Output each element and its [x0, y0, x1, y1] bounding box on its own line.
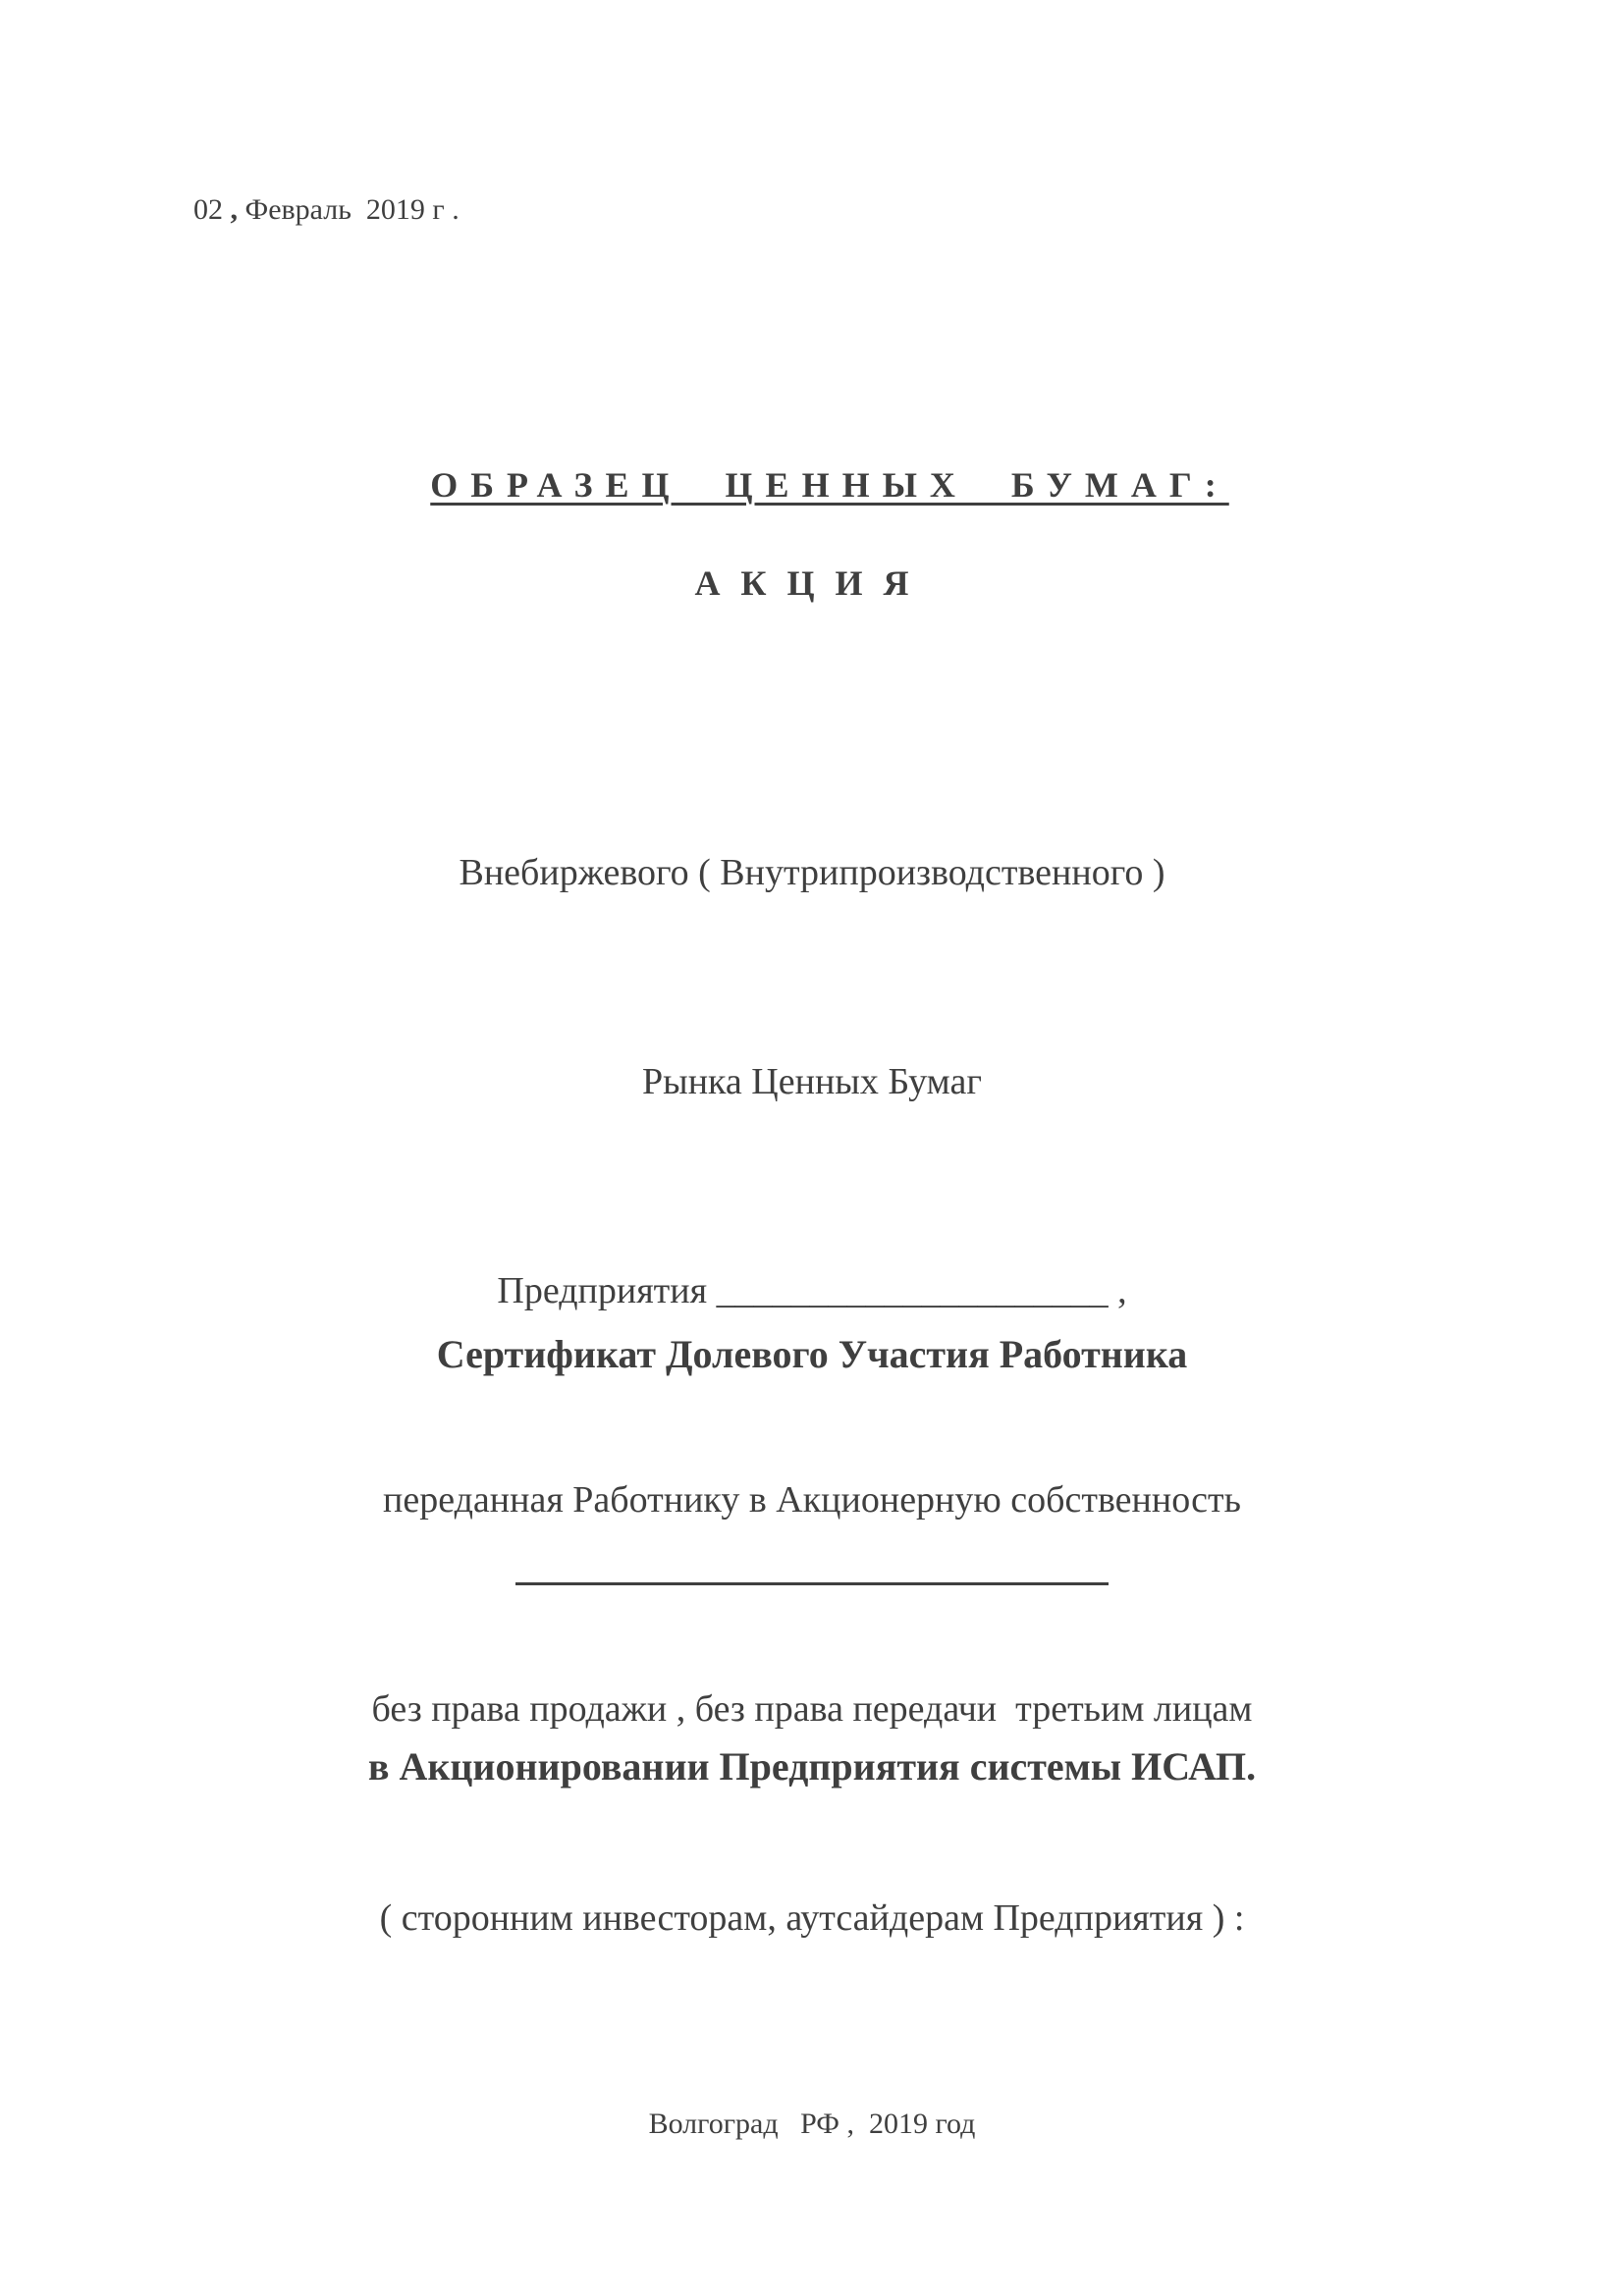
certificate-block: [0, 1183, 1624, 1939]
body-line: без права продажи , без права передачи третьим лицам: [371, 1688, 1253, 1730]
certificate-title: Сертификат Долевого Участия Работника: [436, 1332, 1188, 1376]
date-day: 02: [193, 193, 223, 226]
document-subheading: АКЦИЯ: [694, 563, 930, 603]
certificate-blank: [0, 1526, 1624, 1595]
body-line: Рынка Ценных Бумаг: [642, 1061, 982, 1102]
body-line: Предприятия _____________________ ,: [497, 1270, 1127, 1311]
document-heading: [0, 420, 1624, 550]
heading-text: ОБРАЗЕЦ ЦЕННЫХ БУМАГ:: [430, 465, 1229, 505]
document-footer: Волгоград РФ , 2019 год: [648, 2108, 976, 2140]
body-line: ( сторонним инвесторам, аутсайдерам Предприятия ) :: [379, 1897, 1245, 1939]
certificate-fill-line: [515, 1582, 1109, 1585]
date-month-year: Февраль 2019 г .: [244, 193, 460, 226]
date-comma: ,: [230, 193, 238, 226]
body-line: Внебиржевого ( Внутрипроизводственного ): [459, 852, 1165, 893]
body-line: переданная Работнику в Акционерную собственность: [383, 1479, 1241, 1521]
document-date: [193, 192, 460, 228]
certificate-subtitle: в Акционировании Предприятия системы ИСАП.: [367, 1744, 1257, 1789]
